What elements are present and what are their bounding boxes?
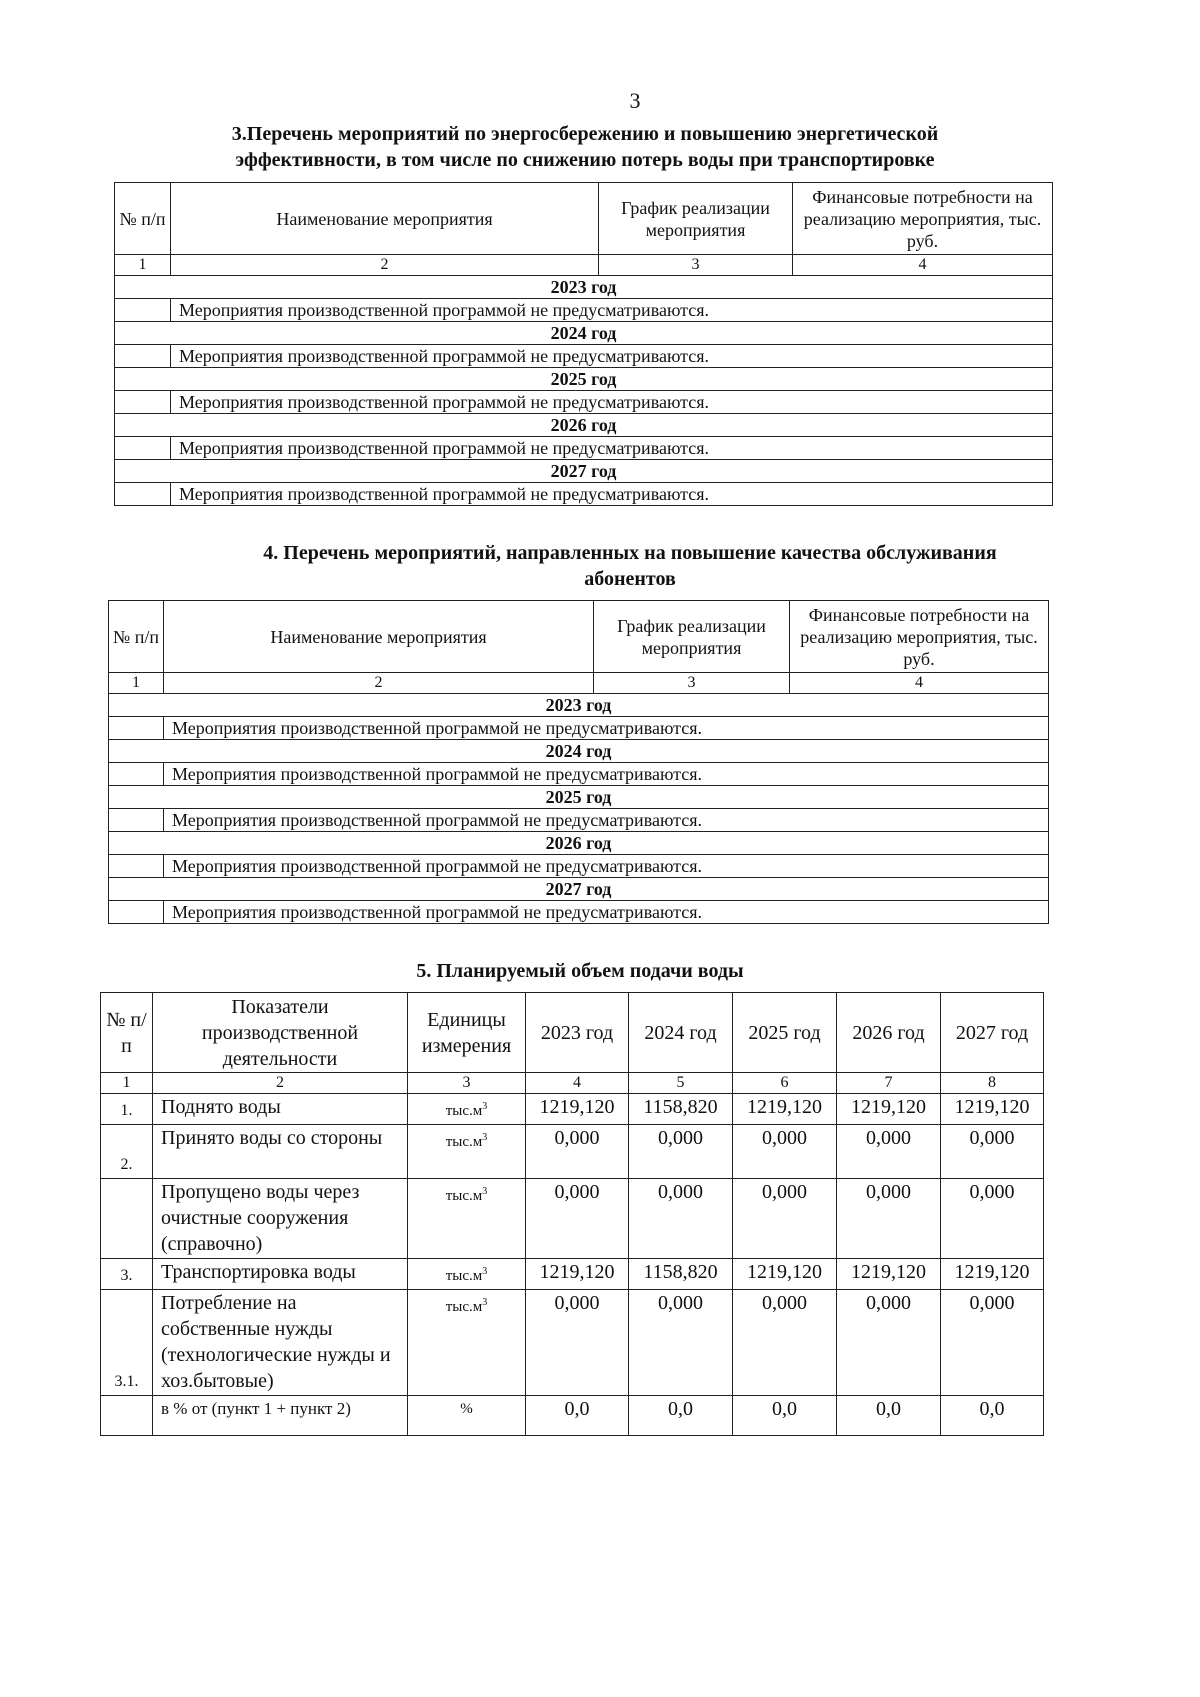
column-number: 1 bbox=[101, 1073, 153, 1094]
value-cell: 0,000 bbox=[837, 1125, 941, 1179]
value-cell: 0,000 bbox=[837, 1179, 941, 1259]
no-measures-text: Мероприятия производственной программой не предусматриваются. bbox=[164, 763, 1049, 786]
indicator-name: Пропущено воды через очистные сооружения (справочно) bbox=[153, 1179, 408, 1259]
unit-cell bbox=[408, 1094, 526, 1125]
value-cell: 0,000 bbox=[526, 1179, 629, 1259]
header-finance: Финансовые потребности на реализацию мероприятия, тыс. руб. bbox=[790, 601, 1049, 673]
column-number-row bbox=[115, 255, 1053, 276]
header-year: 2024 год bbox=[629, 993, 733, 1073]
table-row bbox=[101, 1179, 1044, 1259]
value-cell: 0,0 bbox=[733, 1396, 837, 1436]
table-row bbox=[115, 483, 1053, 506]
no-measures-text: Мероприятия производственной программой не предусматриваются. bbox=[164, 901, 1049, 924]
section3-title bbox=[110, 121, 1060, 173]
value-cell: 0,000 bbox=[941, 1290, 1044, 1396]
header-year: 2027 год bbox=[941, 993, 1044, 1073]
value-cell: 0,0 bbox=[837, 1396, 941, 1436]
value-cell: 1219,120 bbox=[837, 1259, 941, 1290]
table-row bbox=[101, 1125, 1044, 1179]
value-cell: 0,000 bbox=[526, 1125, 629, 1179]
table-row bbox=[109, 855, 1049, 878]
table-row bbox=[109, 763, 1049, 786]
column-number: 7 bbox=[837, 1073, 941, 1094]
unit-cell bbox=[408, 1125, 526, 1179]
value-cell: 1158,820 bbox=[629, 1259, 733, 1290]
table-row bbox=[109, 901, 1049, 924]
row-number bbox=[101, 1179, 153, 1259]
header-schedule: График реализации мероприятия bbox=[594, 601, 790, 673]
section3-table bbox=[114, 182, 1053, 506]
section4-table bbox=[108, 600, 1049, 924]
header-name: Наименование мероприятия bbox=[171, 183, 599, 255]
section4-title-line2: абонентов bbox=[584, 568, 676, 590]
table-row bbox=[115, 391, 1053, 414]
value-cell: 0,000 bbox=[941, 1125, 1044, 1179]
unit-base: тыс.м bbox=[445, 1299, 483, 1315]
header-year: 2026 год bbox=[837, 993, 941, 1073]
row-number: 3. bbox=[101, 1259, 153, 1290]
unit-base: тыс.м bbox=[445, 1188, 483, 1204]
column-number-row bbox=[109, 673, 1049, 694]
no-measures-text: Мероприятия производственной программой не предусматриваются. bbox=[164, 717, 1049, 740]
unit-base: тыс.м bbox=[445, 1268, 483, 1284]
column-number: 1 bbox=[115, 255, 171, 276]
row-number: 3.1. bbox=[101, 1290, 153, 1396]
year-label: 2024 год bbox=[115, 322, 1053, 345]
column-number-row bbox=[101, 1073, 1044, 1094]
year-row bbox=[109, 878, 1049, 901]
column-number: 4 bbox=[790, 673, 1049, 694]
unit-cell bbox=[408, 1179, 526, 1259]
no-measures-text: Мероприятия производственной программой не предусматриваются. bbox=[164, 809, 1049, 832]
row-number-cell bbox=[115, 345, 171, 368]
section3-title-line2: эффективности, в том числе по снижению потерь воды при транспортировке bbox=[235, 149, 935, 171]
column-number: 1 bbox=[109, 673, 164, 694]
header-finance: Финансовые потребности на реализацию мероприятия, тыс. руб. bbox=[793, 183, 1053, 255]
value-cell: 0,000 bbox=[629, 1179, 733, 1259]
column-number: 2 bbox=[171, 255, 599, 276]
row-number: 1. bbox=[101, 1094, 153, 1125]
row-number-cell bbox=[109, 717, 164, 740]
unit-cell bbox=[408, 1290, 526, 1396]
table-row bbox=[115, 345, 1053, 368]
year-row bbox=[115, 460, 1053, 483]
value-cell: 0,0 bbox=[941, 1396, 1044, 1436]
unit-base: тыс.м bbox=[445, 1134, 483, 1150]
year-label: 2025 год bbox=[115, 368, 1053, 391]
column-number: 3 bbox=[594, 673, 790, 694]
year-label: 2023 год bbox=[109, 694, 1049, 717]
no-measures-text: Мероприятия производственной программой не предусматриваются. bbox=[171, 483, 1053, 506]
value-cell: 0,000 bbox=[526, 1290, 629, 1396]
table-row bbox=[115, 299, 1053, 322]
section4-title-line1: 4. Перечень мероприятий, направленных на повышение качества обслуживания bbox=[263, 542, 997, 564]
value-cell: 1219,120 bbox=[733, 1094, 837, 1125]
value-cell: 1219,120 bbox=[733, 1259, 837, 1290]
unit-superscript: 3 bbox=[482, 1101, 488, 1112]
row-number-cell bbox=[115, 391, 171, 414]
unit-cell bbox=[408, 1259, 526, 1290]
value-cell: 1219,120 bbox=[941, 1259, 1044, 1290]
year-label: 2027 год bbox=[115, 460, 1053, 483]
column-number: 2 bbox=[153, 1073, 408, 1094]
section5-table bbox=[100, 992, 1044, 1436]
unit-base: тыс.м bbox=[445, 1103, 483, 1119]
value-cell: 0,0 bbox=[526, 1396, 629, 1436]
year-row bbox=[109, 740, 1049, 763]
no-measures-text: Мероприятия производственной программой не предусматриваются. bbox=[164, 855, 1049, 878]
value-cell: 0,000 bbox=[837, 1290, 941, 1396]
column-number: 8 bbox=[941, 1073, 1044, 1094]
year-row bbox=[115, 368, 1053, 391]
unit-superscript: 3 bbox=[482, 1297, 488, 1308]
header-year: 2025 год bbox=[733, 993, 837, 1073]
year-row bbox=[115, 414, 1053, 437]
value-cell: 1219,120 bbox=[837, 1094, 941, 1125]
value-cell: 1219,120 bbox=[526, 1094, 629, 1125]
indicator-name: Потребление на собственные нужды (технологические нужды и хоз.бытовые) bbox=[153, 1290, 408, 1396]
row-number-cell bbox=[109, 763, 164, 786]
column-number: 2 bbox=[164, 673, 594, 694]
table-header-row bbox=[101, 993, 1044, 1073]
header-unit: Единицы измерения bbox=[408, 993, 526, 1073]
header-no: № п/п bbox=[101, 993, 153, 1073]
table-header-row bbox=[115, 183, 1053, 255]
year-label: 2023 год bbox=[115, 276, 1053, 299]
table-row bbox=[101, 1396, 1044, 1436]
unit-superscript: 3 bbox=[482, 1266, 488, 1277]
table-row bbox=[101, 1259, 1044, 1290]
column-number: 3 bbox=[408, 1073, 526, 1094]
year-label: 2026 год bbox=[115, 414, 1053, 437]
table-row bbox=[109, 717, 1049, 740]
year-label: 2026 год bbox=[109, 832, 1049, 855]
year-row bbox=[115, 276, 1053, 299]
value-cell: 1219,120 bbox=[526, 1259, 629, 1290]
row-number: 2. bbox=[101, 1125, 153, 1179]
value-cell: 0,000 bbox=[629, 1290, 733, 1396]
row-number-cell bbox=[109, 901, 164, 924]
column-number: 4 bbox=[526, 1073, 629, 1094]
row-number-cell bbox=[115, 483, 171, 506]
row-number-cell bbox=[115, 299, 171, 322]
table-row bbox=[109, 809, 1049, 832]
column-number: 3 bbox=[599, 255, 793, 276]
header-indicator: Показатели производственной деятельности bbox=[153, 993, 408, 1073]
unit-cell: % bbox=[408, 1396, 526, 1436]
column-number: 5 bbox=[629, 1073, 733, 1094]
section3-title-line1: 3.Перечень мероприятий по энергосбережению и повышению энергетической bbox=[231, 123, 939, 145]
value-cell: 0,000 bbox=[733, 1125, 837, 1179]
page-number: 3 bbox=[629, 88, 641, 113]
row-number-cell bbox=[115, 437, 171, 460]
header-no: № п/п bbox=[109, 601, 164, 673]
unit-superscript: 3 bbox=[482, 1132, 488, 1143]
year-label: 2025 год bbox=[109, 786, 1049, 809]
unit-superscript: 3 bbox=[482, 1186, 488, 1197]
no-measures-text: Мероприятия производственной программой не предусматриваются. bbox=[171, 437, 1053, 460]
value-cell: 0,000 bbox=[629, 1125, 733, 1179]
row-number-cell bbox=[109, 855, 164, 878]
no-measures-text: Мероприятия производственной программой не предусматриваются. bbox=[171, 391, 1053, 414]
row-number bbox=[101, 1396, 153, 1436]
header-schedule: График реализации мероприятия bbox=[599, 183, 793, 255]
no-measures-text: Мероприятия производственной программой не предусматриваются. bbox=[171, 345, 1053, 368]
column-number: 6 bbox=[733, 1073, 837, 1094]
section4-title bbox=[160, 540, 1100, 592]
table-header-row bbox=[109, 601, 1049, 673]
value-cell: 0,0 bbox=[629, 1396, 733, 1436]
value-cell: 0,000 bbox=[733, 1290, 837, 1396]
value-cell: 0,000 bbox=[941, 1179, 1044, 1259]
table-row bbox=[115, 437, 1053, 460]
column-number: 4 bbox=[793, 255, 1053, 276]
table-row bbox=[101, 1290, 1044, 1396]
indicator-name: Принято воды со стороны bbox=[153, 1125, 408, 1179]
row-number-cell bbox=[109, 809, 164, 832]
year-row bbox=[109, 694, 1049, 717]
year-row bbox=[115, 322, 1053, 345]
header-no: № п/п bbox=[115, 183, 171, 255]
year-row bbox=[109, 832, 1049, 855]
year-label: 2024 год bbox=[109, 740, 1049, 763]
header-name: Наименование мероприятия bbox=[164, 601, 594, 673]
no-measures-text: Мероприятия производственной программой не предусматриваются. bbox=[171, 299, 1053, 322]
year-row bbox=[109, 786, 1049, 809]
header-year: 2023 год bbox=[526, 993, 629, 1073]
indicator-name: Транспортировка воды bbox=[153, 1259, 408, 1290]
indicator-name: в % от (пункт 1 + пункт 2) bbox=[153, 1396, 408, 1436]
table-row bbox=[101, 1094, 1044, 1125]
value-cell: 1219,120 bbox=[941, 1094, 1044, 1125]
value-cell: 0,000 bbox=[733, 1179, 837, 1259]
indicator-name: Поднято воды bbox=[153, 1094, 408, 1125]
year-label: 2027 год bbox=[109, 878, 1049, 901]
section5-title: 5. Планируемый объем подачи воды bbox=[416, 960, 744, 982]
value-cell: 1158,820 bbox=[629, 1094, 733, 1125]
